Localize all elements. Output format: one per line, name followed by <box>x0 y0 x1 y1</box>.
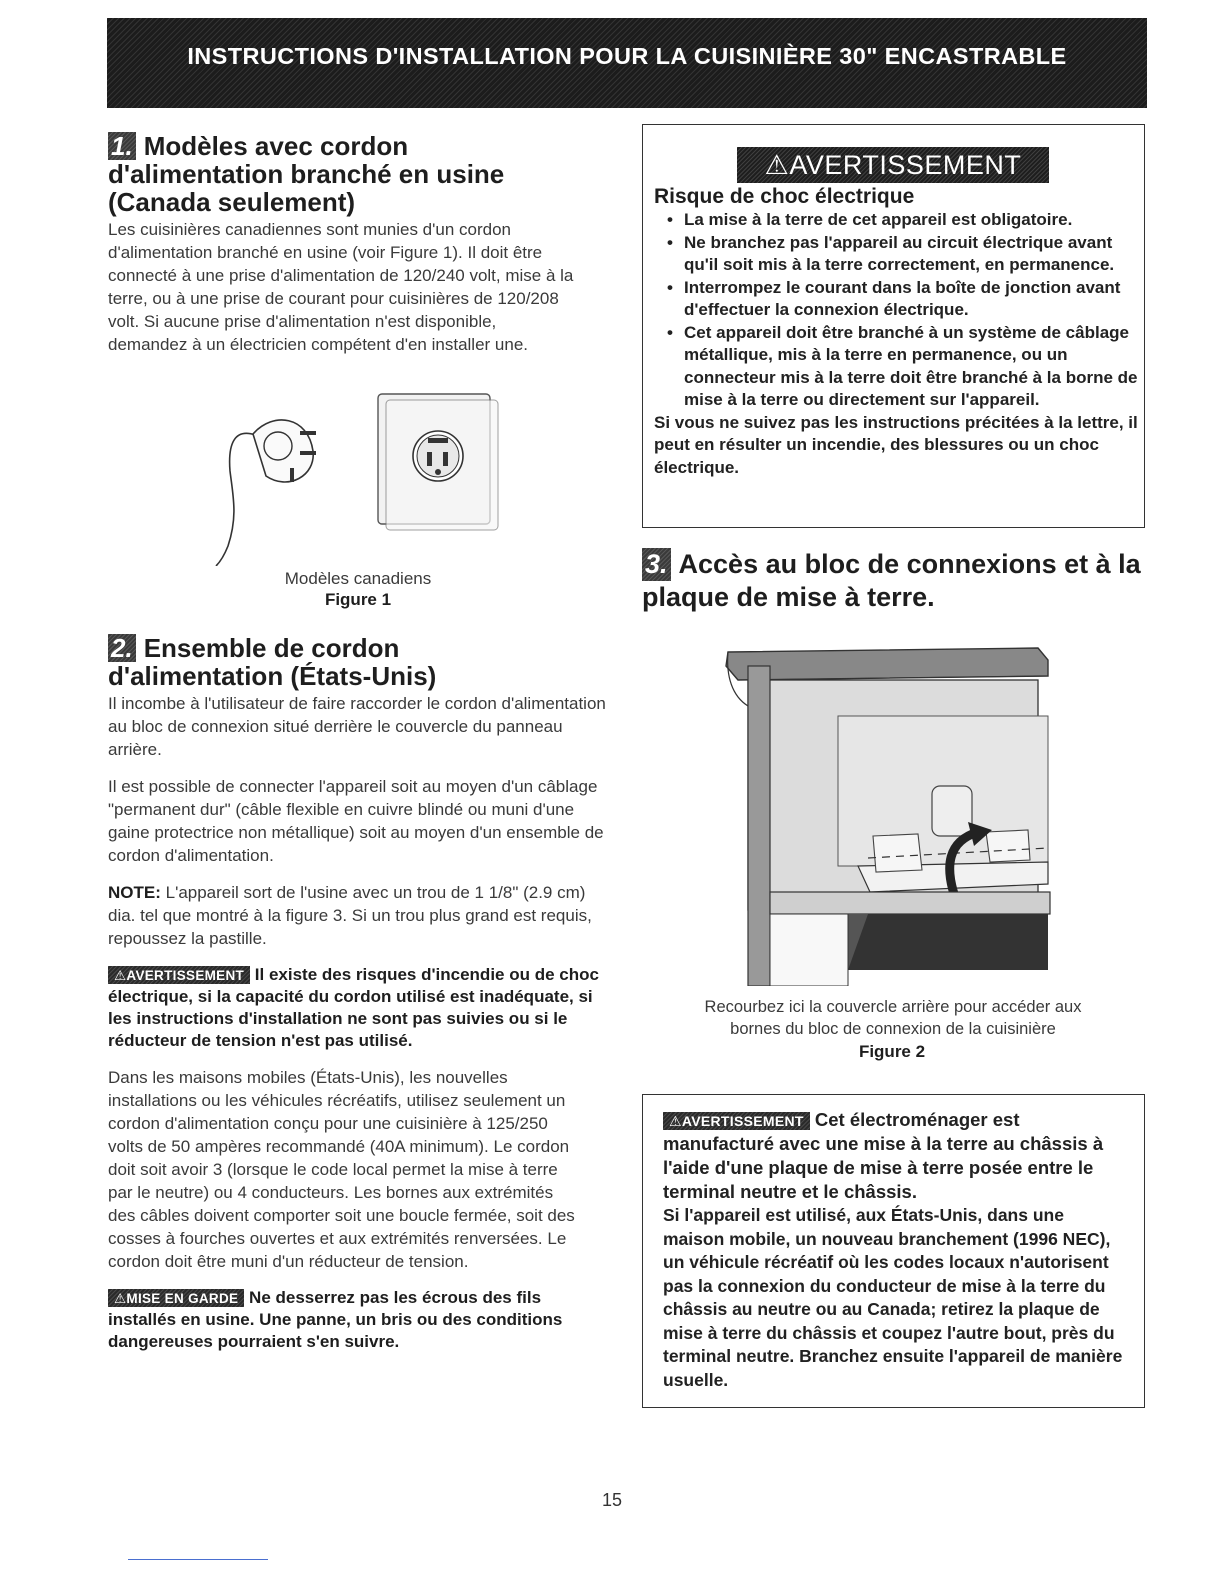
electric-shock-warning-box <box>642 124 1145 528</box>
section2-number: 2. <box>108 634 136 662</box>
section3-number: 3. <box>642 548 671 581</box>
section2-title: 2. Ensemble de cordon d'alimentation (États-Unis) <box>108 633 437 691</box>
section2-p2: Il est possible de connecter l'appareil soit au moyen d'un câblage "permanent dur" (câble flexible en cuivre blindé ou muni d'une gaine protectrice non métallique) soit au moyen d'un ensemble de cordon d'alimentation. <box>108 777 604 865</box>
warning-badge: ⚠AVERTISSEMENT <box>108 966 250 984</box>
warning2-badge: ⚠AVERTISSEMENT <box>663 1112 810 1130</box>
grounding-warning-box <box>642 1094 1145 1408</box>
figure2-illustration <box>708 636 1068 986</box>
section1-number: 1. <box>108 132 136 160</box>
list-item: • Ne branchez pas l'appareil au circuit électrique avant qu'il soit mis à la terre correctement, en permanence. <box>654 232 1139 277</box>
warning-box-list <box>654 209 1139 412</box>
page-banner: INSTRUCTIONS D'INSTALLATION POUR LA CUISINIÈRE 30" ENCASTRABLE <box>107 18 1147 108</box>
page-number: 15 <box>601 1490 623 1510</box>
section2-warning: ⚠AVERTISSEMENT Il existe des risques d'incendie ou de choc électrique, si la capacité du cordon utilisé est inadéquate, si les instructions d'installation ne sont pas suivies ou si le réducteur de tension n'est pas utilisé. <box>108 965 599 1050</box>
figure1-label: Figure 1 <box>324 590 392 609</box>
section2-note: NOTE: L'appareil sort de l'usine avec un trou de 1 1/8" (2.9 cm) dia. tel que montré à la figure 3. Si un trou plus grand est requis, repoussez la pastille. <box>108 883 592 948</box>
section2-p3: Dans les maisons mobiles (États-Unis), les nouvelles installations ou les véhicules récréatifs, utilisez seulement un cordon d'alimentation conçu pour une cuisinière à 125/250 volts de 50 ampères recommandé (40A minimum). Le cordon doit soit avoir 3 (lorsque le code local permet la mise à terre par le neutre) ou 4 conducteurs. Les bornes aux extrémités des câbles doivent comporter soit une boucle fermée, soit des cosses à fourches ouvertes et aux extrémités renversées. Le cordon doit être muni d'un réducteur de tension. <box>108 1068 575 1271</box>
list-item: • La mise à la terre de cet appareil est obligatoire. <box>654 209 1139 232</box>
figure1-caption: Modèles canadiens <box>284 569 432 588</box>
warning2-text2: Si l'appareil est utilisé, aux États-Unis, dans une maison mobile, un nouveau branchement (1996 NEC), un véhicule récréatif où les codes locaux n'autorisent pas la connexion du conducteur de mise à la terre du châssis au neutre ou au Canada; retirez la plaque de mise à terre du châssis et coupez l'autre bout, près du terminal neutre. Branchez ensuite l'appareil de manière usuelle. <box>663 1205 1123 1390</box>
section1-title: 1. Modèles avec cordon d'alimentation branché en usine (Canada seulement) <box>108 131 505 217</box>
section1-body: Les cuisinières canadiennes sont munies d'un cordon d'alimentation branché en usine (voir Figure 1). Il doit être connecté à une prise d'alimentation de 120/240 volt, mise à la terre, ou à une prise de courant pour cuisinières de 120/208 volt. Si aucune prise d'alimentation n'est disponible, demandez à un électricien compétent d'en installer une. <box>108 220 574 354</box>
section2-p1: Il incombe à l'utilisateur de faire raccorder le cordon d'alimentation au bloc de connexion situé derrière le couvercle du panneau arrière. <box>108 694 606 759</box>
figure2-caption: Recourbez ici la couvercle arrière pour accéder aux bornes du bloc de connexion de la cuisinière <box>704 998 1082 1038</box>
warning2-text1: ⚠AVERTISSEMENT Cet électroménager est manufacturé avec une mise à la terre au châssis à l'aide d'une plaque de mise à terre posée entre le terminal neutre et le châssis. <box>663 1109 1104 1202</box>
figure1-illustration <box>108 376 608 566</box>
warning-box-header: ⚠AVERTISSEMENT <box>737 147 1049 183</box>
section2-caution: ⚠MISE EN GARDE Ne desserrez pas les écrous des fils installés en usine. Une panne, un bris ou des conditions dangereuses pourraient s'en suivre. <box>108 1288 563 1351</box>
section3 <box>642 548 1147 614</box>
section3-title: 3. Accès au bloc de connexions et à la plaque de mise à terre. <box>642 549 1141 612</box>
caution-badge: ⚠MISE EN GARDE <box>108 1289 244 1307</box>
figure2-label: Figure 2 <box>858 1042 926 1061</box>
list-item: • Cet appareil doit être branché à un système de câblage métallique, mis à la terre en permanence, ou un connecteur mis à la terre doit être branché à la borne de mise à la terre ou directement sur l'appareil. <box>654 322 1139 412</box>
list-item: • Interrompez le courant dans la boîte de jonction avant d'effectuer la connexion électrique. <box>654 277 1139 322</box>
note-label: NOTE: <box>108 883 161 902</box>
warning-box-subtitle: Risque de choc électrique <box>654 185 915 208</box>
left-column <box>108 132 608 1353</box>
warning-box-footer: Si vous ne suivez pas les instructions précitées à la lettre, il peut en résulter un incendie, des blessures ou un choc électrique. <box>654 412 1138 477</box>
footer-divider <box>128 1559 268 1560</box>
